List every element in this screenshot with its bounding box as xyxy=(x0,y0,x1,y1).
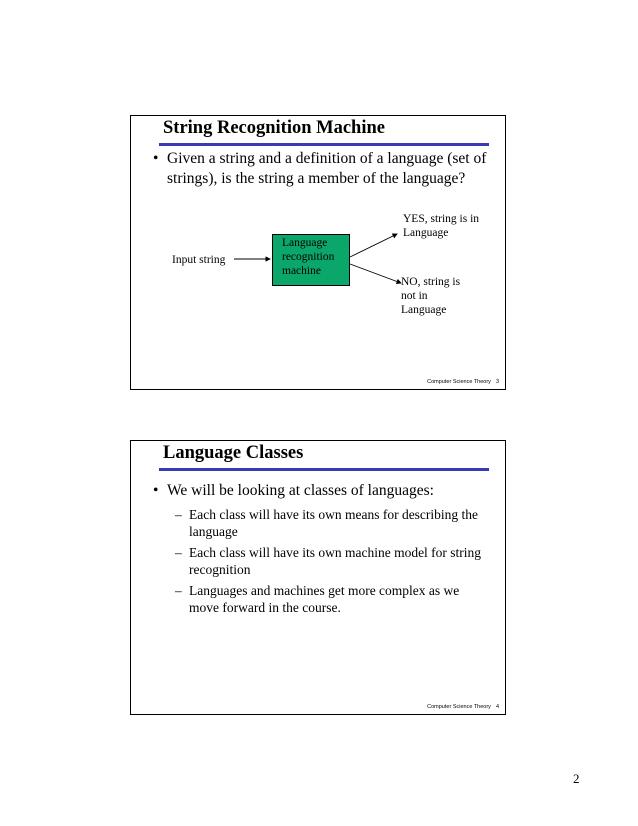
footer-slide-number: 4 xyxy=(495,704,499,710)
slide-title: String Recognition Machine xyxy=(163,118,385,138)
slide-language-classes xyxy=(130,440,506,715)
bullet-item xyxy=(153,481,493,501)
sub-bullet-item xyxy=(175,582,485,616)
sub-bullet-marker: – xyxy=(175,545,182,560)
sub-bullet-text: Languages and machines get more complex as we move forward in the course. xyxy=(189,583,460,615)
machine-label-line: Language xyxy=(282,237,328,249)
bullet-marker: • xyxy=(153,482,159,499)
no-output-label: NO, string is not in Language xyxy=(401,276,461,316)
language-recognition-machine-box xyxy=(272,234,350,286)
slide-title: Language Classes xyxy=(163,443,304,463)
bullet-text: We will be looking at classes of languages: xyxy=(167,482,434,499)
sub-bullet-marker: – xyxy=(175,583,182,598)
sub-bullet-text: Each class will have its own machine model for string recognition xyxy=(189,545,482,577)
yes-arrow xyxy=(350,234,397,257)
page-number: 2 xyxy=(573,771,580,786)
title-underline xyxy=(159,468,489,471)
machine-label-line: machine xyxy=(282,265,321,277)
bullet-text: Given a string and a definition of a language (set of strings), is the string a member of the language? xyxy=(167,150,487,187)
bullet-item xyxy=(153,149,493,189)
no-arrow xyxy=(350,264,401,283)
machine-label-line: recognition xyxy=(282,251,335,263)
slide-footer xyxy=(427,379,499,385)
footer-course-name: Computer Science Theory xyxy=(427,704,491,710)
title-underline xyxy=(159,143,489,146)
slide-string-recognition xyxy=(130,115,506,390)
input-string-label: Input string xyxy=(172,254,226,266)
bullet-marker: • xyxy=(153,150,159,167)
sub-bullet-text: Each class will have its own means for describing the language xyxy=(189,507,479,539)
footer-slide-number: 3 xyxy=(495,379,499,385)
slide-footer xyxy=(427,704,499,710)
sub-bullet-marker: – xyxy=(175,507,182,522)
footer-course-name: Computer Science Theory xyxy=(427,379,491,385)
yes-output-label: YES, string is in Language xyxy=(403,213,480,239)
sub-bullet-item xyxy=(175,544,485,578)
sub-bullet-item xyxy=(175,506,485,540)
sub-bullet-list xyxy=(175,506,485,620)
